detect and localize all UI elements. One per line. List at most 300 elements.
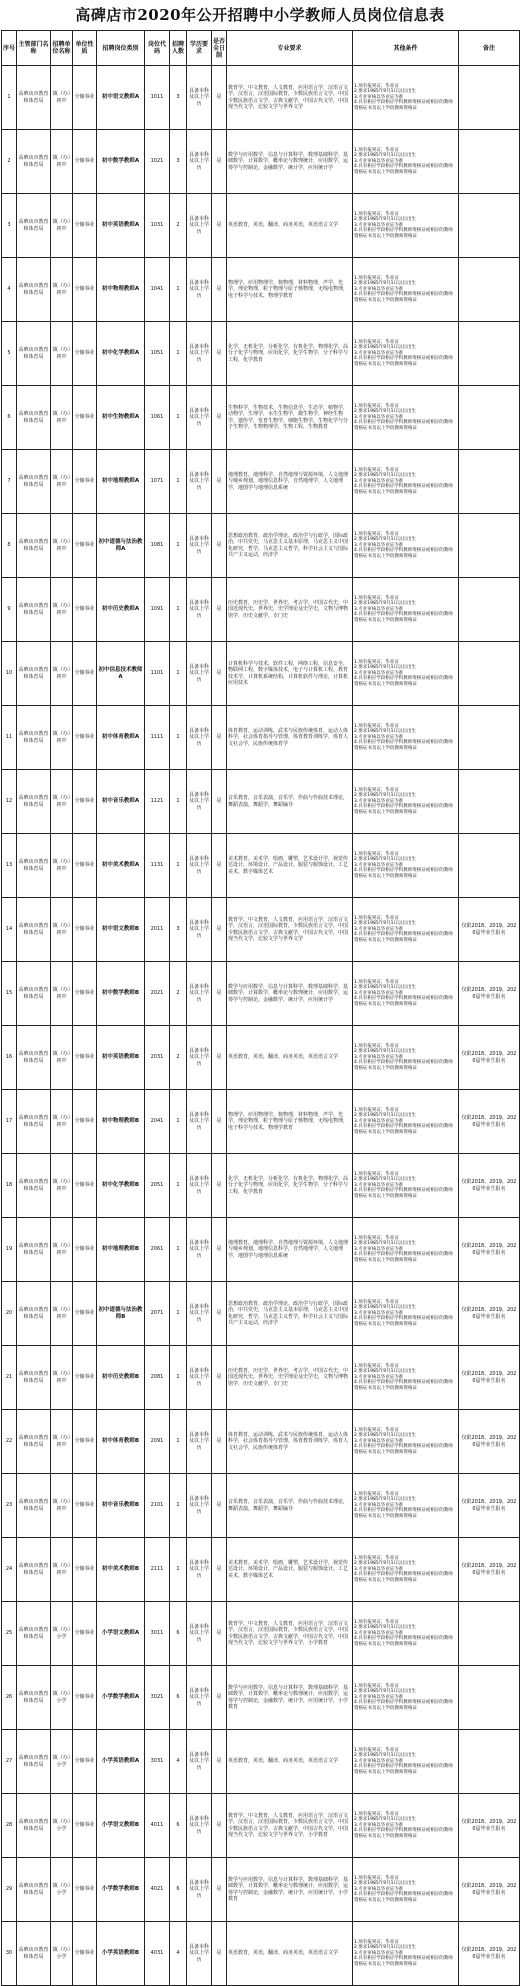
cell-count: 1 — [170, 1474, 187, 1538]
cell-position: 初中地理教师B — [97, 1218, 145, 1282]
cell-code: 1011 — [145, 66, 170, 130]
cell-dept: 高碑店市教育和体育局 — [17, 1730, 51, 1794]
cell-education: 具备本科及以上学历 — [187, 1026, 212, 1090]
cell-conditions: 1.须有报到证、毕业证 2.要求1985年9月1日以后出生 3.专业审核以毕业证为准 4.具有相应学段相应学科教师资格证或相应的教师资格证书及以上学段教师资格证 — [353, 1154, 459, 1218]
cell-nature: 全额事业 — [73, 1730, 97, 1794]
cell-major: 教育学，中文教育，人文教育，应用语言学，汉语言文学，汉语言，汉语国际教育，少数民族语言文学，中国少数民族语言文学，古典文献学，中国古代文学，中国现当代文学，比较文学与世界文学，小学教育 — [227, 1794, 353, 1858]
cell-conditions: 1.须有报到证、毕业证 2.要求1985年9月1日以后出生 3.专业审核以毕业证为准 4.具有相应学段相应学科教师资格证或相应的教师资格证书及以上学段教师资格证 — [353, 962, 459, 1026]
cell-nature: 全额事业 — [73, 386, 97, 450]
cell-serial: 22 — [2, 1410, 17, 1474]
cell-serial: 15 — [2, 962, 17, 1026]
cell-dept: 高碑店市教育和体育局 — [17, 386, 51, 450]
cell-conditions: 1.须有报到证、毕业证 2.要求1985年9月1日以后出生 3.专业审核以毕业证为准 4.具有相应学段相应学科教师资格证或相应的教师资格证书及以上学段教师资格证 — [353, 1090, 459, 1154]
cell-conditions: 1.须有报到证、毕业证 2.要求1985年9月1日以后出生 3.专业审核以毕业证为准 4.具有相应学段相应学科教师资格证或相应的教师资格证书及以上学段教师资格证 — [353, 1858, 459, 1922]
cell-code: 2111 — [145, 1538, 170, 1602]
cell-remarks — [459, 1666, 520, 1730]
cell-count: 1 — [170, 258, 187, 322]
cell-remarks: 仅限2018、2019、2020届毕业生报名 — [459, 898, 520, 962]
cell-serial: 9 — [2, 578, 17, 642]
cell-dept: 高碑店市教育和体育局 — [17, 1474, 51, 1538]
cell-education: 具备本科及以上学历 — [187, 898, 212, 962]
table-body — [2, 66, 520, 1986]
cell-count: 1 — [170, 514, 187, 578]
cell-nature: 全额事业 — [73, 258, 97, 322]
header-count: 招聘人数 — [170, 31, 187, 66]
cell-fulltime: 是 — [212, 1026, 227, 1090]
cell-education: 具备本科及以上学历 — [187, 1666, 212, 1730]
cell-fulltime: 是 — [212, 1858, 227, 1922]
cell-code: 1031 — [145, 194, 170, 258]
cell-conditions: 1.须有报到证、毕业证 2.要求1985年9月1日以后出生 3.专业审核以毕业证为准 4.具有相应学段相应学科教师资格证或相应的教师资格证书及以上学段教师资格证 — [353, 1474, 459, 1538]
cell-major: 生物科学，生物技术，生物信息学，生态学，植物学，动物学，生理学，水生生物学，微生物学，神经生物学，遗传学，发育生物学，细胞生物学，生物化学与分子生物学，生物物理学，生物工程，生物教育 — [227, 386, 353, 450]
cell-fulltime: 是 — [212, 194, 227, 258]
cell-code: 4021 — [145, 1858, 170, 1922]
cell-nature: 全额事业 — [73, 1410, 97, 1474]
cell-code: 4011 — [145, 1794, 170, 1858]
cell-code: 2061 — [145, 1218, 170, 1282]
cell-conditions: 1.须有报到证、毕业证 2.要求1985年9月1日以后出生 3.专业审核以毕业证为准 4.具有相应学段相应学科教师资格证或相应的教师资格证书及以上学段教师资格证 — [353, 386, 459, 450]
cell-nature: 全额事业 — [73, 578, 97, 642]
header-row — [2, 31, 520, 66]
header-dept: 主管部门名称 — [17, 31, 51, 66]
cell-count: 1 — [170, 386, 187, 450]
cell-code: 1081 — [145, 514, 170, 578]
cell-education: 具备本科及以上学历 — [187, 1090, 212, 1154]
cell-remarks: 仅限2018、2019、2020届毕业生报名 — [459, 1090, 520, 1154]
cell-dept: 高碑店市教育和体育局 — [17, 1346, 51, 1410]
cell-remarks — [459, 1730, 520, 1794]
cell-fulltime: 是 — [212, 1282, 227, 1346]
cell-serial: 13 — [2, 834, 17, 898]
cell-remarks: 仅限2018、2019、2020届毕业生报名 — [459, 1218, 520, 1282]
cell-count: 1 — [170, 1346, 187, 1410]
cell-nature: 全额事业 — [73, 1154, 97, 1218]
cell-unit: 镇（办）小学 — [51, 1858, 73, 1922]
cell-education: 具备本科及以上学历 — [187, 962, 212, 1026]
cell-position: 初中历史教师A — [97, 578, 145, 642]
table-row — [2, 1090, 520, 1154]
cell-dept: 高碑店市教育和体育局 — [17, 962, 51, 1026]
cell-count: 4 — [170, 1922, 187, 1986]
cell-position: 初中数学教师B — [97, 962, 145, 1026]
cell-remarks — [459, 194, 520, 258]
cell-serial: 24 — [2, 1538, 17, 1602]
cell-conditions: 1.须有报到证、毕业证 2.要求1985年9月1日以后出生 3.专业审核以毕业证为准 4.具有相应学段相应学科教师资格证或相应的教师资格证书及以上学段教师资格证 — [353, 322, 459, 386]
cell-fulltime: 是 — [212, 1474, 227, 1538]
cell-major: 体育教育，运动训练，武术与民族传统体育，运动人体科学，社会体育指导与管理，体育教育训练学，体育人文社会学，民族传统体育学 — [227, 1410, 353, 1474]
cell-conditions: 1.须有报到证、毕业证 2.要求1985年9月1日以后出生 3.专业审核以毕业证为准 4.具有相应学段相应学科教师资格证或相应的教师资格证书及以上学段教师资格证 — [353, 66, 459, 130]
cell-fulltime: 是 — [212, 1090, 227, 1154]
cell-count: 6 — [170, 1602, 187, 1666]
header-education: 学历要求 — [187, 31, 212, 66]
cell-count: 1 — [170, 642, 187, 706]
cell-major: 体育教育，运动训练，武术与民族传统体育，运动人体科学，社会体育指导与管理，体育教育训练学，体育人文社会学，民族传统体育学 — [227, 706, 353, 770]
cell-unit: 镇（办）初中 — [51, 258, 73, 322]
cell-conditions: 1.须有报到证、毕业证 2.要求1985年9月1日以后出生 3.专业审核以毕业证为准 4.具有相应学段相应学科教师资格证或相应的教师资格证书及以上学段教师资格证 — [353, 1730, 459, 1794]
cell-dept: 高碑店市教育和体育局 — [17, 578, 51, 642]
cell-unit: 镇（办）初中 — [51, 834, 73, 898]
cell-position: 初中音乐教师A — [97, 770, 145, 834]
cell-remarks: 仅限2018、2019、2020届毕业生报名 — [459, 1410, 520, 1474]
table-row — [2, 1730, 520, 1794]
cell-count: 6 — [170, 1666, 187, 1730]
cell-code: 3021 — [145, 1666, 170, 1730]
cell-remarks — [459, 706, 520, 770]
cell-conditions: 1.须有报到证、毕业证 2.要求1985年9月1日以后出生 3.专业审核以毕业证为准 4.具有相应学段相应学科教师资格证或相应的教师资格证书及以上学段教师资格证 — [353, 1602, 459, 1666]
cell-serial: 4 — [2, 258, 17, 322]
cell-count: 4 — [170, 1730, 187, 1794]
cell-dept: 高碑店市教育和体育局 — [17, 1922, 51, 1986]
cell-education: 具备本科及以上学历 — [187, 1474, 212, 1538]
cell-position: 初中体育教师A — [97, 706, 145, 770]
cell-remarks — [459, 258, 520, 322]
cell-position: 初中音乐教师B — [97, 1474, 145, 1538]
cell-dept: 高碑店市教育和体育局 — [17, 1218, 51, 1282]
cell-dept: 高碑店市教育和体育局 — [17, 642, 51, 706]
cell-major: 美术教育，美术学，绘画，雕塑，艺术设计学，视觉传达设计，环境设计，产品设计，服装与服饰设计，工艺美术，数字媒体艺术 — [227, 834, 353, 898]
table-row — [2, 1218, 520, 1282]
cell-position: 小学语文教师B — [97, 1794, 145, 1858]
cell-education: 具备本科及以上学历 — [187, 706, 212, 770]
cell-position: 初中化学教师B — [97, 1154, 145, 1218]
header-nature: 单位性质 — [73, 31, 97, 66]
cell-major: 地理教育，地理科学，自然地理与资源环境，人文地理与城乡规划，地理信息科学，自然地理学，人文地理学，地图学与地理信息系统 — [227, 450, 353, 514]
cell-dept: 高碑店市教育和体育局 — [17, 322, 51, 386]
cell-position: 初中英语教师B — [97, 1026, 145, 1090]
cell-count: 1 — [170, 1282, 187, 1346]
cell-unit: 镇（办）初中 — [51, 130, 73, 194]
cell-conditions: 1.须有报到证、毕业证 2.要求1985年9月1日以后出生 3.专业审核以毕业证为准 4.具有相应学段相应学科教师资格证或相应的教师资格证书及以上学段教师资格证 — [353, 130, 459, 194]
cell-education: 具备本科及以上学历 — [187, 1346, 212, 1410]
cell-nature: 全额事业 — [73, 130, 97, 194]
cell-major: 物理学，应用物理学，核物理，材料物理，声学，光学，理论物理，粒子物理与原子核物理，无线电物理，电子科学与技术，物理学教育 — [227, 1090, 353, 1154]
cell-nature: 全额事业 — [73, 962, 97, 1026]
header-serial: 序号 — [2, 31, 17, 66]
cell-remarks — [459, 450, 520, 514]
cell-count: 3 — [170, 130, 187, 194]
cell-code: 2021 — [145, 962, 170, 1026]
table-row — [2, 578, 520, 642]
cell-nature: 全额事业 — [73, 66, 97, 130]
cell-fulltime: 是 — [212, 834, 227, 898]
cell-unit: 镇（办）初中 — [51, 1026, 73, 1090]
cell-nature: 全额事业 — [73, 1922, 97, 1986]
cell-education: 具备本科及以上学历 — [187, 1602, 212, 1666]
cell-unit: 镇（办）初中 — [51, 1282, 73, 1346]
cell-fulltime: 是 — [212, 962, 227, 1026]
cell-fulltime: 是 — [212, 898, 227, 962]
cell-position: 初中英语教师A — [97, 194, 145, 258]
cell-remarks: 仅限2018、2019、2020届毕业生报名 — [459, 1858, 520, 1922]
cell-serial: 23 — [2, 1474, 17, 1538]
cell-code: 1121 — [145, 770, 170, 834]
cell-major: 英语教育，英语，翻译，商务英语，英语语言文学 — [227, 1922, 353, 1986]
cell-nature: 全额事业 — [73, 1090, 97, 1154]
table-row — [2, 834, 520, 898]
cell-nature: 全额事业 — [73, 450, 97, 514]
cell-code: 2081 — [145, 1346, 170, 1410]
cell-count: 6 — [170, 1858, 187, 1922]
table-row — [2, 962, 520, 1026]
cell-code: 1061 — [145, 386, 170, 450]
cell-position: 初中语文教师A — [97, 66, 145, 130]
cell-major: 美术教育，美术学，绘画，雕塑，艺术设计学，视觉传达设计，环境设计，产品设计，服装与服饰设计，工艺美术，数字媒体艺术 — [227, 1538, 353, 1602]
cell-remarks — [459, 386, 520, 450]
cell-remarks — [459, 578, 520, 642]
cell-unit: 镇（办）初中 — [51, 1154, 73, 1218]
cell-dept: 高碑店市教育和体育局 — [17, 514, 51, 578]
cell-major: 教育学，中文教育，人文教育，应用语言学，汉语言文学，汉语言，汉语国际教育，少数民族语言文学，中国少数民族语言文学，古典文献学，中国古代文学，中国现当代文学，比较文学与世界文学 — [227, 898, 353, 962]
cell-dept: 高碑店市教育和体育局 — [17, 450, 51, 514]
cell-remarks: 仅限2018、2019、2020届毕业生报名 — [459, 962, 520, 1026]
cell-major: 英语教育，英语，翻译，商务英语，英语语言文学 — [227, 1730, 353, 1794]
cell-position: 初中美术教师A — [97, 834, 145, 898]
cell-major: 英语教育，英语，翻译，商务英语，英语语言文学 — [227, 194, 353, 258]
cell-dept: 高碑店市教育和体育局 — [17, 770, 51, 834]
cell-code: 2031 — [145, 1026, 170, 1090]
cell-dept: 高碑店市教育和体育局 — [17, 1602, 51, 1666]
cell-serial: 18 — [2, 1154, 17, 1218]
cell-nature: 全额事业 — [73, 706, 97, 770]
cell-count: 1 — [170, 770, 187, 834]
cell-nature: 全额事业 — [73, 642, 97, 706]
cell-major: 历史教育，历史学，世界史，考古学，中国古代史，中国近现代史，世界史，史学理论及史学史，文物与博物馆学，历史文献学，专门史 — [227, 578, 353, 642]
cell-major: 历史教育，历史学，世界史，考古学，中国古代史，中国近现代史，世界史，史学理论及史学史，文物与博物馆学，历史文献学，专门史 — [227, 1346, 353, 1410]
cell-remarks — [459, 770, 520, 834]
cell-code: 1091 — [145, 578, 170, 642]
cell-unit: 镇（办）初中 — [51, 194, 73, 258]
cell-fulltime: 是 — [212, 578, 227, 642]
cell-unit: 镇（办）小学 — [51, 1730, 73, 1794]
cell-code: 1111 — [145, 706, 170, 770]
cell-count: 1 — [170, 322, 187, 386]
cell-fulltime: 是 — [212, 1730, 227, 1794]
cell-dept: 高碑店市教育和体育局 — [17, 898, 51, 962]
cell-serial: 1 — [2, 66, 17, 130]
cell-education: 具备本科及以上学历 — [187, 130, 212, 194]
cell-unit: 镇（办）初中 — [51, 578, 73, 642]
cell-serial: 26 — [2, 1666, 17, 1730]
cell-fulltime: 是 — [212, 1538, 227, 1602]
cell-position: 初中化学教师A — [97, 322, 145, 386]
cell-nature: 全额事业 — [73, 834, 97, 898]
cell-nature: 全额事业 — [73, 1794, 97, 1858]
cell-education: 具备本科及以上学历 — [187, 1154, 212, 1218]
cell-remarks — [459, 66, 520, 130]
cell-education: 具备本科及以上学历 — [187, 1410, 212, 1474]
cell-nature: 全额事业 — [73, 322, 97, 386]
cell-code: 2041 — [145, 1090, 170, 1154]
cell-conditions: 1.须有报到证、毕业证 2.要求1985年9月1日以后出生 3.专业审核以毕业证为准 4.具有相应学段相应学科教师资格证或相应的教师资格证书及以上学段教师资格证 — [353, 1026, 459, 1090]
cell-dept: 高碑店市教育和体育局 — [17, 1282, 51, 1346]
cell-serial: 29 — [2, 1858, 17, 1922]
cell-code: 1101 — [145, 642, 170, 706]
cell-education: 具备本科及以上学历 — [187, 450, 212, 514]
cell-unit: 镇（办）初中 — [51, 1410, 73, 1474]
cell-major: 化学，无机化学，分析化学，有机化学，物理化学，高分子化学与物理，应用化学，化学生物学，分子科学与工程，化学教育 — [227, 322, 353, 386]
cell-education: 具备本科及以上学历 — [187, 642, 212, 706]
cell-unit: 镇（办）初中 — [51, 642, 73, 706]
header-conditions: 其他条件 — [353, 31, 459, 66]
cell-code: 2091 — [145, 1410, 170, 1474]
cell-dept: 高碑店市教育和体育局 — [17, 130, 51, 194]
cell-position: 初中数学教师A — [97, 130, 145, 194]
cell-serial: 20 — [2, 1282, 17, 1346]
cell-unit: 镇（办）小学 — [51, 1602, 73, 1666]
cell-nature: 全额事业 — [73, 1538, 97, 1602]
table-row — [2, 386, 520, 450]
cell-unit: 镇（办）初中 — [51, 514, 73, 578]
cell-nature: 全额事业 — [73, 1282, 97, 1346]
cell-conditions: 1.须有报到证、毕业证 2.要求1985年9月1日以后出生 3.专业审核以毕业证为准 4.具有相应学段相应学科教师资格证或相应的教师资格证书及以上学段教师资格证 — [353, 1218, 459, 1282]
cell-education: 具备本科及以上学历 — [187, 1730, 212, 1794]
cell-position: 初中语文教师B — [97, 898, 145, 962]
cell-dept: 高碑店市教育和体育局 — [17, 66, 51, 130]
cell-remarks — [459, 834, 520, 898]
cell-position: 初中体育教师B — [97, 1410, 145, 1474]
cell-fulltime: 是 — [212, 1794, 227, 1858]
header-remarks: 备注 — [459, 31, 520, 66]
cell-count: 1 — [170, 578, 187, 642]
cell-serial: 2 — [2, 130, 17, 194]
cell-dept: 高碑店市教育和体育局 — [17, 1154, 51, 1218]
cell-dept: 高碑店市教育和体育局 — [17, 1666, 51, 1730]
cell-nature: 全额事业 — [73, 1858, 97, 1922]
header-position: 招聘岗位类别 — [97, 31, 145, 66]
cell-serial: 5 — [2, 322, 17, 386]
cell-count: 1 — [170, 706, 187, 770]
cell-fulltime: 是 — [212, 1218, 227, 1282]
cell-fulltime: 是 — [212, 1602, 227, 1666]
cell-conditions: 1.须有报到证、毕业证 2.要求1985年9月1日以后出生 3.专业审核以毕业证为准 4.具有相应学段相应学科教师资格证或相应的教师资格证书及以上学段教师资格证 — [353, 258, 459, 322]
cell-fulltime: 是 — [212, 1410, 227, 1474]
cell-code: 2101 — [145, 1474, 170, 1538]
cell-fulltime: 是 — [212, 706, 227, 770]
cell-major: 数学与应用数学，信息与计算科学，数理基础科学，基础数学，计算数学，概率论与数理统计，应用数学，运筹学与控制论，金融数学，统计学，应用统计学 — [227, 130, 353, 194]
cell-count: 1 — [170, 450, 187, 514]
cell-conditions: 1.须有报到证、毕业证 2.要求1985年9月1日以后出生 3.专业审核以毕业证为准 4.具有相应学段相应学科教师资格证或相应的教师资格证书及以上学段教师资格证 — [353, 1794, 459, 1858]
cell-major: 地理教育，地理科学，自然地理与资源环境，人文地理与城乡规划，地理信息科学，自然地理学，人文地理学，地图学与地理信息系统 — [227, 1218, 353, 1282]
cell-unit: 镇（办）初中 — [51, 770, 73, 834]
cell-fulltime: 是 — [212, 450, 227, 514]
table-row — [2, 1602, 520, 1666]
cell-dept: 高碑店市教育和体育局 — [17, 1858, 51, 1922]
page-title: 高碑店市2020年公开招聘中小学教师人员岗位信息表 — [75, 6, 445, 24]
cell-serial: 8 — [2, 514, 17, 578]
cell-fulltime: 是 — [212, 514, 227, 578]
cell-conditions: 1.须有报到证、毕业证 2.要求1985年9月1日以后出生 3.专业审核以毕业证为准 4.具有相应学段相应学科教师资格证或相应的教师资格证书及以上学段教师资格证 — [353, 578, 459, 642]
table-row — [2, 642, 520, 706]
cell-code: 1041 — [145, 258, 170, 322]
cell-position: 初中物理教师A — [97, 258, 145, 322]
cell-count: 2 — [170, 1026, 187, 1090]
cell-code: 3031 — [145, 1730, 170, 1794]
cell-count: 1 — [170, 1090, 187, 1154]
cell-nature: 全额事业 — [73, 194, 97, 258]
table-row — [2, 770, 520, 834]
cell-dept: 高碑店市教育和体育局 — [17, 258, 51, 322]
cell-unit: 镇（办）初中 — [51, 1346, 73, 1410]
cell-position: 小学数学教师A — [97, 1666, 145, 1730]
cell-position: 初中美术教师B — [97, 1538, 145, 1602]
cell-remarks: 仅限2018、2019、2020届毕业生报名 — [459, 1346, 520, 1410]
cell-major: 音乐教育，音乐表演，音乐学，作曲与作曲技术理论，舞蹈表演，舞蹈学，舞蹈编导 — [227, 770, 353, 834]
cell-count: 3 — [170, 66, 187, 130]
cell-count: 1 — [170, 1218, 187, 1282]
cell-fulltime: 是 — [212, 1666, 227, 1730]
cell-position: 初中历史教师B — [97, 1346, 145, 1410]
cell-remarks: 仅限2018、2019、2020届毕业生报名 — [459, 1922, 520, 1986]
cell-major: 数学与应用数学，信息与计算科学，数理基础科学，基础数学，计算数学，概率论与数理统计，应用数学，运筹学与控制论，金融数学，统计学，应用统计学，小学教育 — [227, 1858, 353, 1922]
cell-fulltime: 是 — [212, 770, 227, 834]
cell-dept: 高碑店市教育和体育局 — [17, 1410, 51, 1474]
cell-conditions: 1.须有报到证、毕业证 2.要求1985年9月1日以后出生 3.专业审核以毕业证为准 4.具有相应学段相应学科教师资格证或相应的教师资格证书及以上学段教师资格证 — [353, 1922, 459, 1986]
cell-unit: 镇（办）初中 — [51, 386, 73, 450]
cell-position: 小学语文教师A — [97, 1602, 145, 1666]
table-row — [2, 1282, 520, 1346]
cell-nature: 全额事业 — [73, 770, 97, 834]
cell-conditions: 1.须有报到证、毕业证 2.要求1985年9月1日以后出生 3.专业审核以毕业证为准 4.具有相应学段相应学科教师资格证或相应的教师资格证书及以上学段教师资格证 — [353, 1410, 459, 1474]
cell-unit: 镇（办）初中 — [51, 66, 73, 130]
table-row — [2, 450, 520, 514]
cell-serial: 21 — [2, 1346, 17, 1410]
cell-nature: 全额事业 — [73, 1346, 97, 1410]
cell-education: 具备本科及以上学历 — [187, 1922, 212, 1986]
cell-fulltime: 是 — [212, 386, 227, 450]
cell-count: 6 — [170, 1794, 187, 1858]
cell-remarks — [459, 322, 520, 386]
cell-education: 具备本科及以上学历 — [187, 386, 212, 450]
cell-education: 具备本科及以上学历 — [187, 578, 212, 642]
cell-remarks: 仅限2018、2019、2020届毕业生报名 — [459, 1794, 520, 1858]
cell-code: 1021 — [145, 130, 170, 194]
cell-education: 具备本科及以上学历 — [187, 1218, 212, 1282]
cell-major: 数学与应用数学，信息与计算科学，数理基础科学，基础数学，计算数学，概率论与数理统计，应用数学，运筹学与控制论，金融数学，统计学，应用统计学 — [227, 962, 353, 1026]
cell-education: 具备本科及以上学历 — [187, 322, 212, 386]
cell-unit: 镇（办）小学 — [51, 1922, 73, 1986]
cell-conditions: 1.须有报到证、毕业证 2.要求1985年9月1日以后出生 3.专业审核以毕业证为准 4.具有相应学段相应学科教师资格证或相应的教师资格证书及以上学段教师资格证 — [353, 898, 459, 962]
cell-education: 具备本科及以上学历 — [187, 1538, 212, 1602]
table-row — [2, 194, 520, 258]
table-row — [2, 130, 520, 194]
cell-code: 2011 — [145, 898, 170, 962]
table-row — [2, 1026, 520, 1090]
cell-count: 2 — [170, 194, 187, 258]
cell-code: 3011 — [145, 1602, 170, 1666]
cell-code: 1131 — [145, 834, 170, 898]
cell-unit: 镇（办）初中 — [51, 1218, 73, 1282]
cell-conditions: 1.须有报到证、毕业证 2.要求1985年9月1日以后出生 3.专业审核以毕业证为准 4.具有相应学段相应学科教师资格证或相应的教师资格证书及以上学段教师资格证 — [353, 514, 459, 578]
table-row — [2, 1538, 520, 1602]
cell-position: 初中生物教师A — [97, 386, 145, 450]
cell-serial: 17 — [2, 1090, 17, 1154]
cell-remarks — [459, 642, 520, 706]
cell-fulltime: 是 — [212, 1922, 227, 1986]
cell-serial: 14 — [2, 898, 17, 962]
cell-serial: 30 — [2, 1922, 17, 1986]
cell-dept: 高碑店市教育和体育局 — [17, 1026, 51, 1090]
cell-major: 教育学，中文教育，人文教育，应用语言学，汉语言文学，汉语言，汉语国际教育，少数民族语言文学，中国少数民族语言文学，古典文献学，中国古代文学，中国现当代文学，比较文学与世界文学 — [227, 66, 353, 130]
cell-fulltime: 是 — [212, 130, 227, 194]
cell-serial: 10 — [2, 642, 17, 706]
cell-position: 初中地理教师A — [97, 450, 145, 514]
table-row — [2, 1858, 520, 1922]
cell-conditions: 1.须有报到证、毕业证 2.要求1985年9月1日以后出生 3.专业审核以毕业证为准 4.具有相应学段相应学科教师资格证或相应的教师资格证书及以上学段教师资格证 — [353, 450, 459, 514]
cell-position: 小学数学教师B — [97, 1858, 145, 1922]
cell-serial: 3 — [2, 194, 17, 258]
table-row — [2, 514, 520, 578]
cell-count: 1 — [170, 1538, 187, 1602]
